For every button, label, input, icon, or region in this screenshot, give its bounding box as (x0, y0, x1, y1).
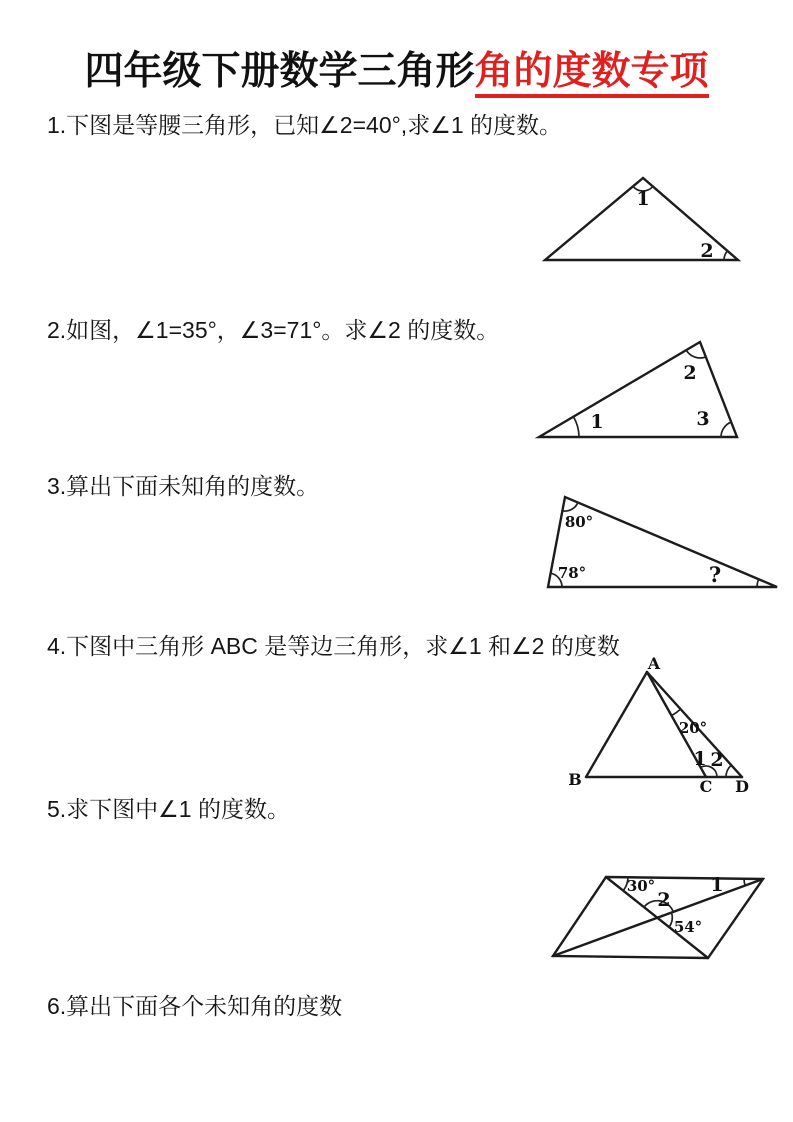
angle-30-label: 30° (626, 877, 656, 895)
base-angle-arc (724, 251, 727, 260)
vertex-b-label: B (568, 770, 582, 789)
vertex-a-label: A (647, 654, 661, 673)
title-black-part: 四年级下册数学三角形 (84, 50, 475, 93)
angle-1-label: 1 (693, 748, 707, 770)
angle-1-arc (573, 417, 579, 437)
angle-3-arc (721, 422, 731, 437)
question-4: 4.下图中三角形 ABC 是等边三角形，求∠1 和∠2 的度数 (47, 633, 620, 659)
angle-2-label: 2 (657, 889, 671, 911)
angle-1-label: 1 (590, 411, 604, 433)
question-3: 3.算出下面未知角的度数。 (47, 473, 320, 499)
figure-equilateral-triangle-abd (560, 655, 760, 800)
angle-80-label: 80° (564, 513, 594, 531)
angle-20-label: 20° (678, 719, 708, 737)
question-1: 1.下图是等腰三角形，已知∠2=40°,求∠1 的度数。 (47, 112, 562, 138)
angle-2-arc (726, 765, 731, 777)
angle-2-label: 2 (710, 749, 724, 771)
question-2: 2.如图，∠1=35°，∠3=71°。求∠2 的度数。 (47, 317, 500, 343)
angle-54-arc (669, 913, 672, 928)
angle-3-label: 3 (696, 408, 710, 430)
question-6: 6.算出下面各个未知角的度数 (47, 993, 343, 1019)
angle-54-label: 54° (673, 918, 703, 936)
vertex-d-label: D (735, 777, 749, 796)
vertex-c-label: C (699, 777, 713, 796)
angle-2-label: 2 (700, 240, 714, 262)
side-ab (586, 672, 647, 777)
figure-scalene-triangle (505, 335, 793, 453)
title-red-part: 角的度数专项 (475, 50, 709, 98)
figure-isosceles-triangle (505, 155, 793, 277)
angle-78-label: 78° (557, 564, 587, 582)
question-5: 5.求下图中∠1 的度数。 (47, 796, 290, 822)
angle-20-arc (672, 709, 681, 716)
unknown-angle-label: ? (708, 562, 722, 587)
angle-1-label: 1 (710, 874, 724, 896)
figure-parallelogram (540, 858, 790, 976)
figure-unknown-angle-triangle (530, 492, 790, 600)
angle-1-label: 1 (636, 188, 650, 210)
page-title (0, 40, 793, 96)
angle-2-label: 2 (683, 362, 697, 384)
